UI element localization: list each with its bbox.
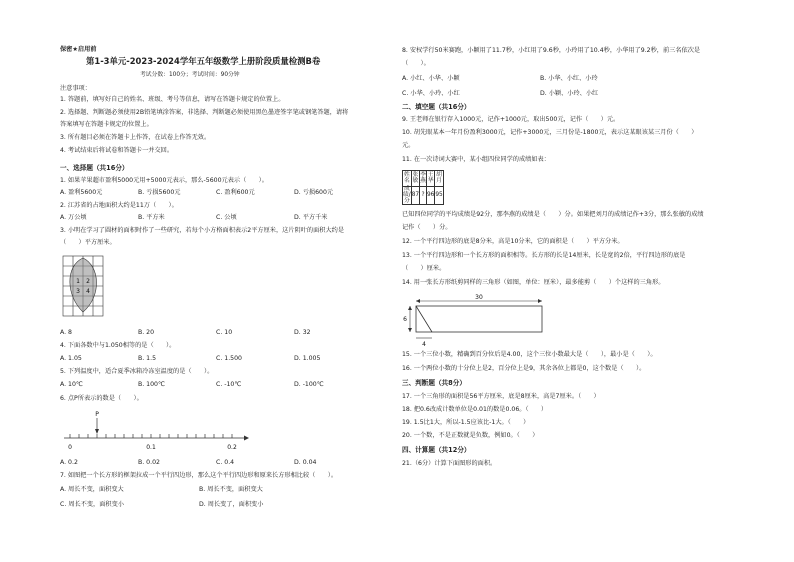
q1-option-c: C. 盈利600元 [216, 189, 255, 196]
q8-line-2: （ ）。 [402, 60, 430, 67]
score-table [402, 170, 444, 205]
q1-option-b: B. 亏损5600元 [138, 189, 181, 196]
table-cell: 王华 [426, 171, 434, 187]
q3-option-c: C. 10 [216, 329, 233, 336]
q5: 5. 下列温度中，适合夏季冰箱冷冻室温度的是（ ）。 [60, 368, 214, 375]
q6-option-b: B. 0.02 [138, 459, 160, 466]
q5-option-a: A. 10℃ [60, 381, 83, 388]
table-cell: 96 [426, 187, 434, 205]
exam-info: 考试分数：100分；考试时间：90分钟 [140, 72, 240, 78]
q3-option-b: B. 20 [138, 329, 155, 336]
q6: 6. 点P所表示的数是（ ）。 [60, 395, 143, 402]
q7-option-c: C. 周长不变，面积变小 [60, 501, 124, 508]
q2-option-a: A. 万公顷 [60, 214, 87, 221]
table-cell: 姓名 [403, 171, 412, 187]
q2-option-d: D. 平方千米 [294, 214, 328, 221]
q7-option-b: B. 周长不变，面积变大 [199, 486, 263, 493]
grid-cell-3: 3 [76, 288, 80, 295]
q1-option-a: A. 盈利5600元 [60, 189, 103, 196]
q2-option-c: C. 公顷 [216, 214, 237, 221]
q4: 4. 下面各数中与1.050相等的是（ ）。 [60, 342, 176, 349]
q16: 16. 一个两位小数的十分位上是2，百分位上是9，其余各位上都是0，这个数是（ ）。 [402, 365, 646, 372]
section-fill: 二、填空题（共16分） [402, 103, 471, 111]
q13-line-2: （ ）厘米。 [402, 265, 446, 272]
q10-line-1: 10. 胡先眼某本一年月份盈利3000元，记作+3000元，三月份是-1800元，表示这某眼该某三月份（ ） [402, 129, 698, 136]
q6-option-c: C. 0.4 [216, 459, 235, 466]
table-cell: 张敏 [411, 171, 419, 187]
axis-label-0: 0 [68, 444, 72, 451]
leaf-grid-figure [60, 252, 106, 322]
dimension-4: 4 [422, 341, 426, 348]
table-cell: 胡月 [435, 171, 443, 187]
q3-line-2: （ ）平方厘米。 [60, 239, 116, 246]
q11-line-2: 已知四位同学的平均成绩是92分，那李燕的成绩是（ ）分。如果把刘月的成绩记作+3分，那么张敏的成绩 [402, 211, 704, 218]
q5-option-b: B. 100℃ [138, 381, 165, 388]
number-line [60, 408, 250, 454]
grid-cell-4: 4 [86, 288, 90, 295]
table-cell: 成绩/分 [403, 186, 411, 204]
q11: 11. 在一次诗词大赛中，某小组四位同学的成绩如表： [402, 156, 550, 163]
table-cell: 95 [435, 187, 443, 205]
q7-option-d: D. 周长变了，面积变小 [199, 501, 264, 508]
q18: 18. 把0.6改成计数单位是0.01的数是0.06。（ ） [402, 406, 548, 413]
q7: 7. 如图把一个长方形的框架拉成一个平行四边形，那么这个平行四边形和原来长方形相比较（ ）。 [60, 472, 338, 479]
q8-option-b: B. 小华、小红、小玲 [540, 75, 598, 82]
note-4: 4. 考试结束后将试卷和答题卡一并交回。 [60, 147, 174, 154]
q4-option-b: B. 1.5 [138, 355, 157, 362]
table-cell: ? [420, 187, 427, 205]
secret-label: 保密★启用前 [60, 46, 97, 53]
q2-option-b: B. 平方米 [138, 214, 165, 221]
axis-label-0-1: 0.1 [146, 444, 156, 451]
point-p-label: P [95, 411, 99, 418]
q3-option-a: A. 8 [60, 329, 72, 336]
section-calc: 四、计算题（共12分） [402, 446, 471, 454]
note-1: 1. 答题前，填写好自己的姓名、班级、考号等信息，请写在答题卡规定的位置上。 [60, 96, 285, 103]
q8-option-d: D. 小颖、小玲、小红 [540, 90, 599, 97]
q6-option-a: A. 0.2 [60, 459, 78, 466]
q13-line-1: 13. 一个平行四边形和一个长方形的面积相等。长方形的长是14厘米，长是宽的2倍，平行四边形的底是 [402, 252, 686, 259]
q14: 14. 用一张长方形纸剪同样的三角形（如图，单位：厘米），最多能剪（ ）个这样的三角形。 [402, 279, 665, 286]
section-judge: 三、判断题（共8分） [402, 379, 466, 387]
q1: 1. 如果苹果超市盈利5000元用+5000元表示，那么-5600元表示（ ）。 [60, 177, 268, 184]
q7-option-a: A. 周长不变，面积变大 [60, 486, 124, 493]
table-cell: 李燕 [420, 171, 427, 187]
page-title: 第1-3单元-2023-2024学年五年级数学上册阶段质量检测B卷 [86, 56, 321, 66]
section-choice: 一、选择题（共16分） [60, 164, 129, 172]
q5-option-d: D. -100℃ [294, 381, 324, 388]
triangle-strip-figure [402, 294, 552, 348]
q4-option-d: D. 1.005 [294, 355, 321, 362]
dimension-30: 30 [475, 294, 483, 301]
q15: 15. 一个三位小数，精确到百分位后是4.00，这个三位小数最大是（ ），最小是（ ）。 [402, 351, 657, 358]
note-3: 3. 所有题目必须在答题卡上作答，在试卷上作答无效。 [60, 134, 211, 141]
grid-cell-2: 2 [86, 278, 90, 285]
q17: 17. 一个三角形的面积是56平方厘米，底是8厘米，高是7厘米。（ ） [402, 393, 600, 400]
q3-option-d: D. 32 [294, 329, 311, 336]
q2: 2. 江苏省的占地面积大约是11万（ ）。 [60, 202, 178, 209]
q10-line-2: 元。 [402, 142, 415, 149]
q9: 9. 王老师在银行存入1000元，记作+1000元，取出500元，记作（ ）元。 [402, 116, 620, 123]
q12: 12. 一个平行四边形的底是8分米，高是10分米，它的面积是（ ）平方分米。 [402, 238, 624, 245]
q20: 20. 一个数，不是正数就是负数，例如0。（ ） [402, 432, 539, 439]
axis-label-0-2: 0.2 [227, 444, 237, 451]
note-2-cont: 答案填写在答题卡规定的位置上。 [60, 121, 153, 128]
q3-line-1: 3. 小明在学习了圆材的面积时作了一些研究，若每个小方格面积表示2平方厘米，这片阴叶的面积大约是 [60, 227, 345, 234]
q8-line-1: 8. 安权学行50米赛跑，小颖用了11.7秒，小红用了9.6秒，小玲用了10.4秒，小华用了9.2秒，前三名依次是 [402, 47, 701, 54]
q5-option-c: C. -10℃ [216, 381, 242, 388]
table-row [403, 171, 444, 187]
grid-cell-1: 1 [76, 278, 80, 285]
q21: 21.（6分）计算下面图形的面积。 [402, 460, 497, 467]
q8-option-a: A. 小红、小华、小颖 [402, 75, 460, 82]
q4-option-a: A. 1.05 [60, 355, 82, 362]
note-2: 2. 选择题、判断题必须使用2B铅笔填涂答案，非选择、判断题必须使用黑色墨迹签字笔或钢笔答题，请将 [60, 109, 349, 116]
q11-line-3: 记作（ ）分。 [402, 224, 452, 231]
dimension-6: 6 [403, 316, 407, 323]
notes-heading: 注意事项： [60, 85, 91, 92]
q4-option-c: C. 1.500 [216, 355, 242, 362]
q1-option-d: D. 亏损600元 [294, 189, 334, 196]
table-row [403, 187, 444, 205]
q8-option-c: C. 小华、小玲、小红 [402, 90, 460, 97]
table-cell: 87 [411, 187, 419, 205]
q6-option-d: D. 0.04 [294, 459, 317, 466]
q19: 19. 1.5比1大，所以-1.5应该比-1大。（ ） [402, 419, 530, 426]
